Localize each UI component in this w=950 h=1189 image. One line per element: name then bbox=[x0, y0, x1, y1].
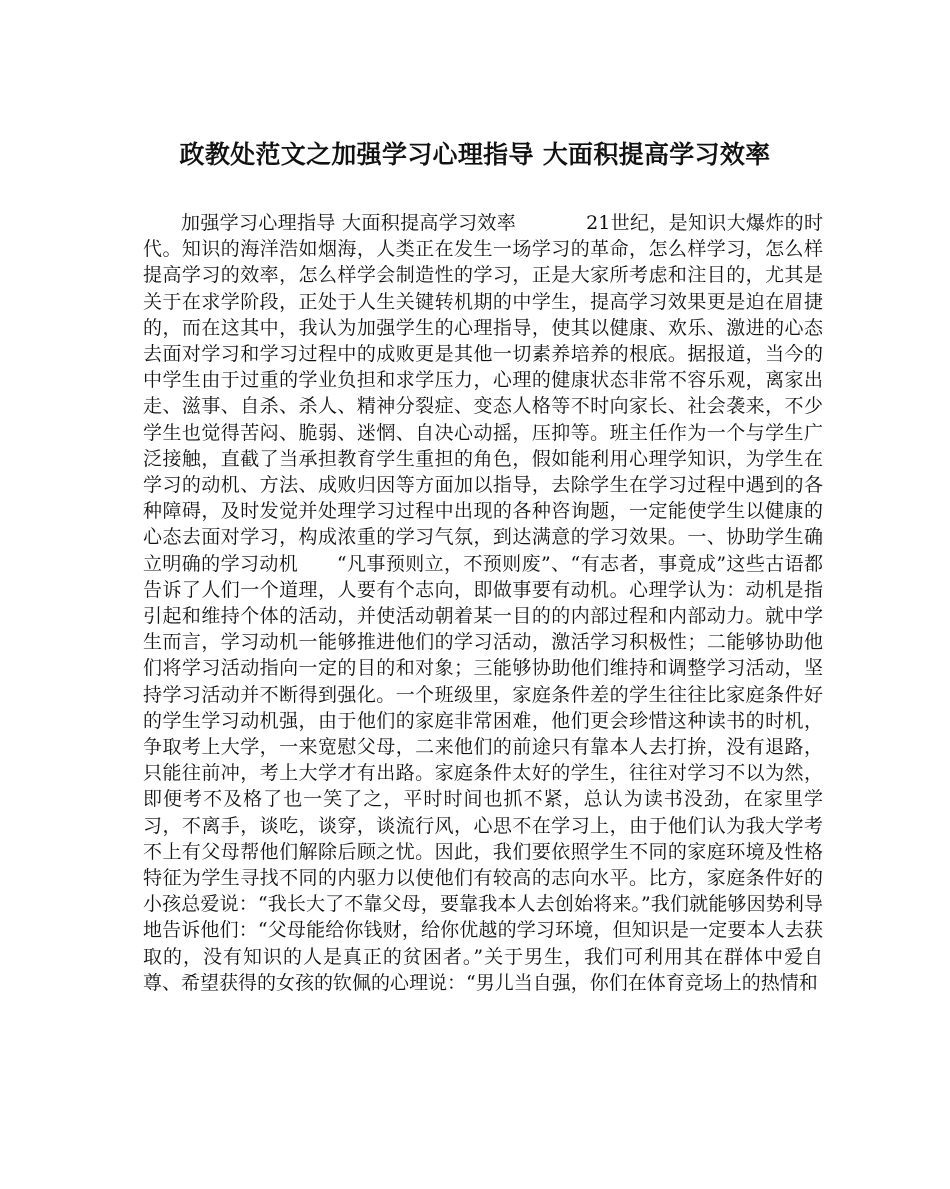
document-title: 政教处范文之加强学习心理指导 大面积提高学习效率 bbox=[179, 140, 771, 169]
inline-heading: 加强学习心理指导 大面积提高学习效率 bbox=[181, 212, 517, 234]
body-paragraph: 21世纪，是知识大爆炸的时代。知识的海洋浩如烟海，人类正在发生一场学习的革命，怎么样学习，怎么样提高学习的效率，怎么样学会制造性的学习，正是大家所考虑和注目的，尤其是关于在求学阶段，正处于人生关键转机期的中学生，提高学习效果更是迫在眉捷的，而在这其中，我认为加强学生的心理指导，使其以健康、欢乐、激进的心态去面对学习和学习过程中的成败更是其他一切素养培养的根底。据报道，当今的中学生由于过重的学业负担和求学压力，心理的健康状态非常不容乐观，离家出走、滋事、自杀、杀人、精神分裂症、变态人格等不时向家长、社会袭来，不少学生也觉得苦闷、脆弱、迷惘、自决心动摇，压抑等。班主任作为一个与学生广泛接触，直截了当承担教育学生重担的角色，假如能利用心理学知识，为学生在学习的动机、方法、成败归因等方面加以指导，去除学生在学习过程中遇到的各种障碍，及时发觉并处理学习过程中出现的各种咨询题，一定能使学生以健康的心态去面对学习，构成浓重的学习气氛，到达满意的学习效果。一、协助学生确立明确的学习动机 “凡事预则立，不预则废”、“有志者，事竟成”这些古语都告诉了人们一个道理，人要有个志向，即做事要有动机。心理学认为：动机是指引起和维持个体的活动，并使活动朝着某一目的的内部过程和内部动力。就中学生而言，学习动机一能够推进他们的学习活动，激活学习积极性；二能够协助他们将学习活动指向一定的目的和对象；三能够协助他们维持和调整学习活动，坚持学习活动并不断得到强化。一个班级里，家庭条件差的学生往往比家庭条件好的学生学习动机强，由于他们的家庭非常困难，他们更会珍惜这种读书的时机，争取考上大学，一来宽慰父母，二来他们的前途只有靠本人去打拚，没有退路，只能往前冲，考上大学才有出路。家庭条件太好的学生，往往对学习不以为然，即便考不及格了也一笑了之，平时时间也抓不紧，总认为读书没劲，在家里学习，不离手，谈吃，谈穿，谈流行风，心思不在学习上，由于他们认为我大学考不上有父母帮他们解除后顾之忧。因此，我们要依照学生不同的家庭环境及性格特征为学生寻找不同的内驱力以使他们有较高的志向水平。比方，家庭条件好的小孩总爱说：“我长大了不靠父母，要靠我本人去创始将来。”我们就能够因势利导地告诉他们：“父母能给你钱财，给你优越的学习环境，但知识是一定要本人去获取的，没有知识的人是真正的贫困者。”关于男生，我们可利用其在群体中爱自尊、希望获得的女孩的钦佩的心理说：“男儿当自强，你们在体育竞场上的热情和 bbox=[143, 212, 823, 994]
document-body bbox=[143, 210, 823, 996]
